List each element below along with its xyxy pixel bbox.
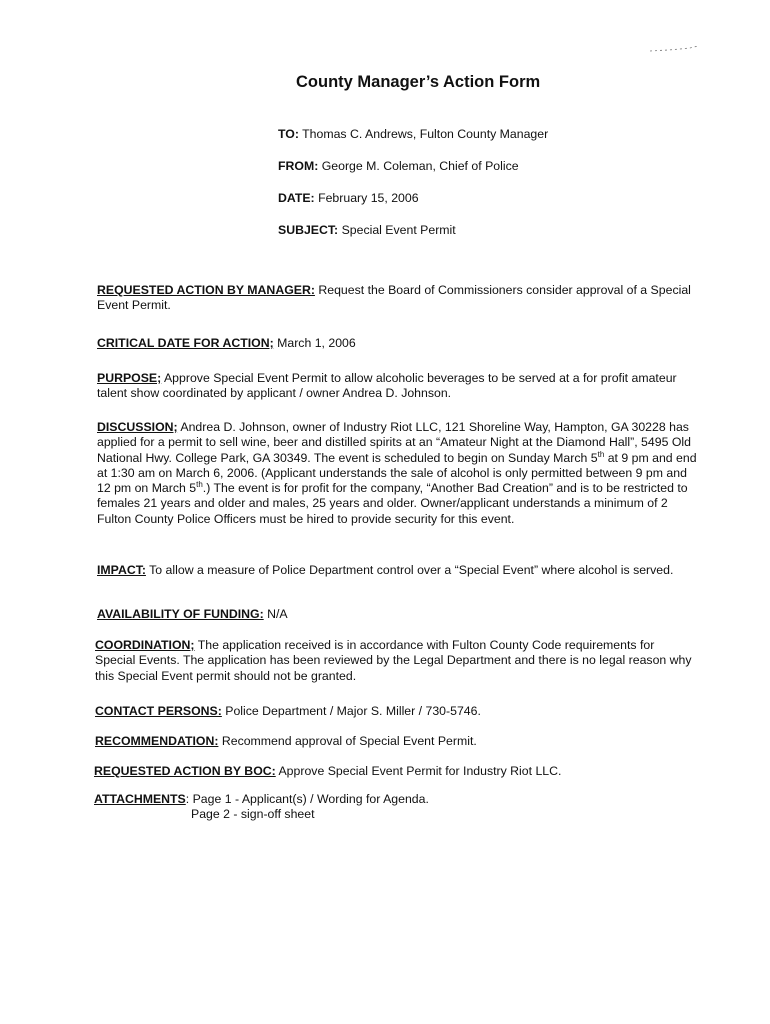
section-text: To allow a measure of Police Department control over a “Special Event” where alcohol is served. [149, 563, 674, 577]
scan-noise-icon [650, 45, 698, 53]
section-funding [97, 607, 697, 622]
section-text: March 1, 2006 [277, 336, 356, 350]
memo-subject [278, 222, 548, 254]
section-text: Approve Special Event Permit to allow alcoholic beverages to be served at a for profit amateur talent show coordinated by applicant / owner Andrea D. Johnson. [97, 371, 677, 401]
memo-to-value: Thomas C. Andrews, Fulton County Manager [302, 127, 549, 141]
memo-subject-value: Special Event Permit [341, 223, 456, 237]
memo-date-value: February 15, 2006 [318, 191, 419, 205]
memo-from-label: FROM: [278, 159, 319, 173]
section-heading: REQUESTED ACTION BY BOC: [94, 764, 276, 778]
attachment-item: Page 1 - Applicant(s) / Wording for Agenda. [192, 792, 429, 806]
section-heading: RECOMMENDATION: [95, 734, 219, 748]
section-heading: COORDINATION; [95, 638, 195, 652]
section-text: .) The event is for profit for the company, “Another Bad Creation” and is to be restricted to females 21 years and older and males, 25 years and older. Owner/applicant understands a minimum of 2 Fulton County Police Officers must be hired to provide security for this event. [97, 481, 688, 526]
superscript: th [196, 480, 203, 490]
memo-header [278, 126, 548, 254]
section-requested-action-boc [94, 764, 694, 779]
section-heading: DISCUSSION; [97, 420, 178, 434]
section-heading: ATTACHMENTS [94, 792, 186, 806]
section-critical-date [97, 336, 697, 351]
section-purpose [97, 371, 697, 402]
section-coordination [95, 638, 695, 684]
attachments-line-2 [94, 807, 694, 822]
section-text: Approve Special Event Permit for Industry Riot LLC. [278, 764, 562, 778]
section-discussion [97, 420, 697, 527]
attachment-item: Page 2 - sign-off sheet [191, 807, 315, 822]
section-text: Police Department / Major S. Miller / 730-5746. [225, 704, 481, 718]
section-heading: REQUESTED ACTION BY MANAGER: [97, 283, 315, 297]
section-heading: PURPOSE; [97, 371, 162, 385]
section-requested-action-manager [97, 283, 697, 314]
memo-subject-label: SUBJECT: [278, 223, 339, 237]
memo-from [278, 158, 548, 190]
section-text: at 9 pm and end at 1:30 am on March 6, 2006. (Applicant understands the sale of alcohol is only permitted between 9 pm and 12 pm on March 5 [97, 450, 697, 496]
attachments-line-1 [94, 792, 694, 807]
section-heading: CRITICAL DATE FOR ACTION; [97, 336, 274, 350]
memo-date-label: DATE: [278, 191, 315, 205]
memo-from-value: George M. Coleman, Chief of Police [321, 159, 519, 173]
section-heading: CONTACT PERSONS: [95, 704, 222, 718]
memo-to-label: TO: [278, 127, 299, 141]
memo-to [278, 126, 548, 158]
section-recommendation [95, 734, 695, 749]
section-heading: IMPACT: [97, 563, 146, 577]
section-text: The application received is in accordance with Fulton County Code requirements for Special Events. The application has been reviewed by the Legal Department and there is no legal reason why this Special Event permit should not be granted. [95, 638, 692, 683]
scan-mark-top-right [650, 40, 698, 43]
section-attachments [94, 792, 694, 823]
section-contact [95, 704, 695, 719]
section-text: Request the Board of Commissioners consider approval of a Special Event Permit. [97, 283, 691, 313]
section-text: Recommend approval of Special Event Permit. [221, 734, 477, 748]
section-impact [97, 563, 697, 578]
superscript: th [597, 449, 605, 459]
section-heading: AVAILABILITY OF FUNDING: [97, 607, 264, 621]
page-title: County Manager’s Action Form [296, 73, 541, 91]
section-text: N/A [267, 607, 288, 621]
attachments-colon: : [185, 792, 190, 806]
memo-date [278, 190, 548, 222]
section-text: Andrea D. Johnson, owner of Industry Riot LLC, 121 Shoreline Way, Hampton, GA 30228 has applied for a permit to sell wine, beer and distilled spirits at an “Amateur Night at the Diamond Hall”, 5495 Old National Hwy. College Park, GA 30349. The event is scheduled to begin on Sunday March 5 [97, 420, 691, 465]
